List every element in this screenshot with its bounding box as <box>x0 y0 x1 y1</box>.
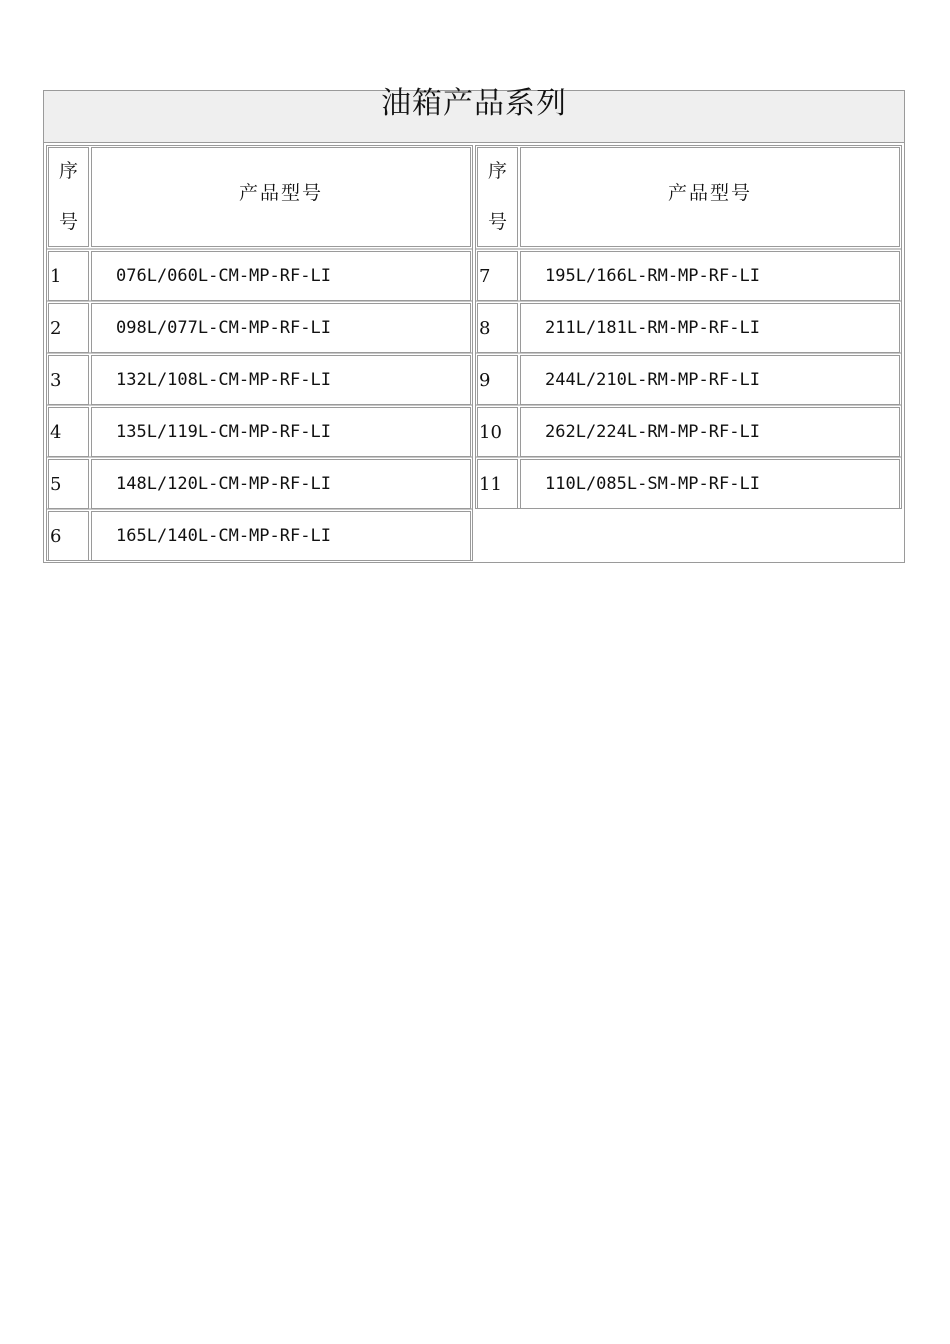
row-no: 6 <box>48 511 89 561</box>
table-row <box>47 508 472 560</box>
row-model: 110L/085L-SM-MP-RF-LI <box>520 459 900 509</box>
row-model: 076L/060L-CM-MP-RF-LI <box>91 251 471 301</box>
header-row <box>47 146 472 248</box>
title-bar <box>44 86 904 143</box>
right-subtable <box>475 145 902 509</box>
header-no-cell <box>477 147 518 247</box>
row-no: 2 <box>48 303 89 353</box>
table-row <box>47 456 472 508</box>
header-no-bottom: 号 <box>58 211 78 233</box>
page-title: 油箱产品系列 <box>381 86 567 121</box>
row-model: 135L/119L-CM-MP-RF-LI <box>91 407 471 457</box>
row-model: 165L/140L-CM-MP-RF-LI <box>91 511 471 561</box>
row-no: 4 <box>48 407 89 457</box>
table-row <box>47 352 472 404</box>
header-model-cell: 产品型号 <box>91 147 471 247</box>
row-no: 7 <box>477 251 518 301</box>
row-model: 195L/166L-RM-MP-RF-LI <box>520 251 900 301</box>
row-no: 8 <box>477 303 518 353</box>
header-row <box>476 146 901 248</box>
header-no-bottom: 号 <box>487 211 507 233</box>
product-series-table <box>43 86 905 563</box>
row-model: 148L/120L-CM-MP-RF-LI <box>91 459 471 509</box>
table-row <box>47 404 472 456</box>
row-no: 9 <box>477 355 518 405</box>
header-no-cell <box>48 147 89 247</box>
left-subtable <box>46 145 473 561</box>
header-no-top: 序 <box>58 160 78 182</box>
row-no: 10 <box>477 407 518 457</box>
row-model: 262L/224L-RM-MP-RF-LI <box>520 407 900 457</box>
header-no-top: 序 <box>487 160 507 182</box>
table-row <box>47 300 472 352</box>
row-no: 5 <box>48 459 89 509</box>
row-no: 11 <box>477 459 518 509</box>
row-model: 211L/181L-RM-MP-RF-LI <box>520 303 900 353</box>
header-model-cell: 产品型号 <box>520 147 900 247</box>
table-row <box>476 352 901 404</box>
table-row <box>47 248 472 300</box>
row-no: 1 <box>48 251 89 301</box>
table-row <box>476 404 901 456</box>
table-row <box>476 300 901 352</box>
row-no: 3 <box>48 355 89 405</box>
table-row <box>476 248 901 300</box>
row-model: 132L/108L-CM-MP-RF-LI <box>91 355 471 405</box>
table-row <box>476 456 901 508</box>
row-model: 098L/077L-CM-MP-RF-LI <box>91 303 471 353</box>
row-model: 244L/210L-RM-MP-RF-LI <box>520 355 900 405</box>
